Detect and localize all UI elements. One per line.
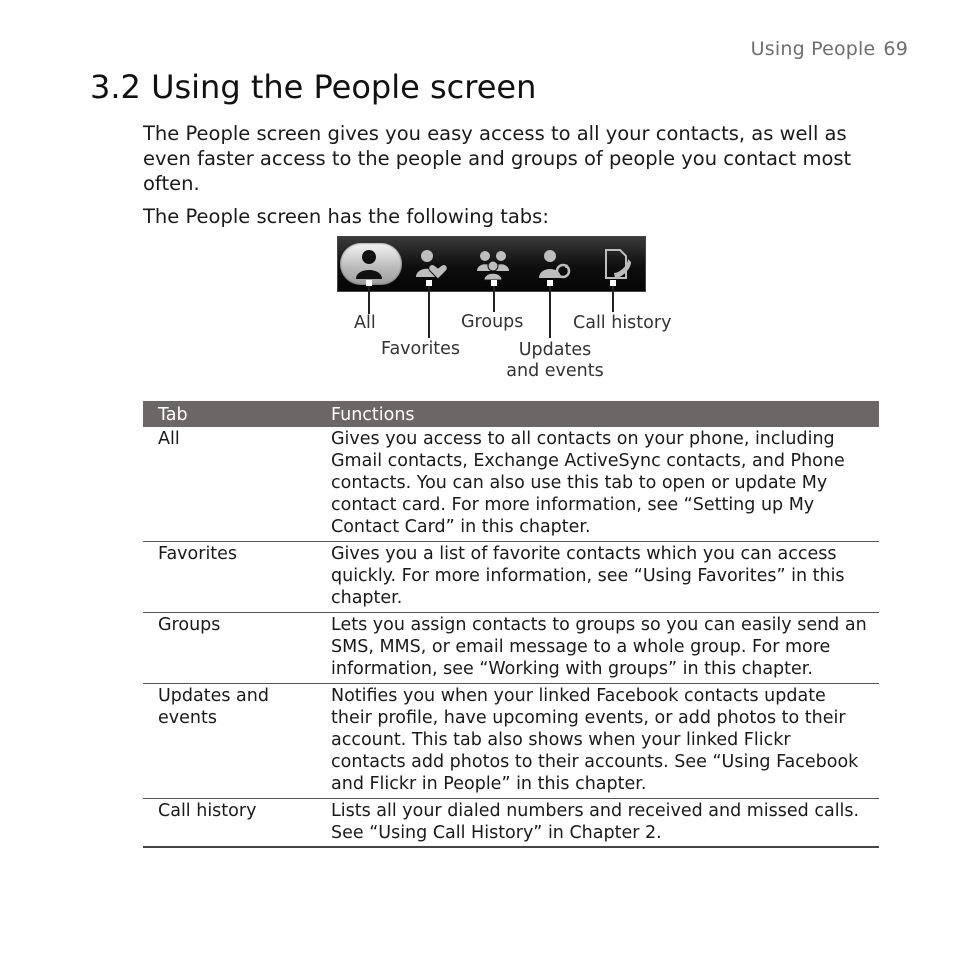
callout-call-history: Call history (573, 313, 672, 333)
pointer-tip-favorites (426, 280, 432, 286)
running-head-section: Using People (750, 38, 876, 60)
pointer-tip-updates (547, 280, 553, 286)
tabs-table (143, 401, 879, 848)
table-cell-tab: All (143, 427, 331, 542)
tabs-intro-paragraph: The People screen has the following tabs: (143, 205, 549, 228)
table-row (143, 684, 879, 799)
person-icon (354, 247, 384, 281)
heart-person-icon (414, 247, 448, 281)
pointer-tip-all (366, 280, 372, 286)
table-header-functions: Functions (331, 401, 879, 427)
group-icon (476, 247, 510, 281)
pointer-tip-groups (491, 280, 497, 286)
table-cell-function: Gives you access to all contacts on your phone, including Gmail contacts, Exchange ActiveSync contacts, and Phone contacts. You can also use this tab to open or update My contact card. For more information, see “Setting up My Contact Card” in this chapter. (331, 427, 879, 542)
table-cell-function: Lets you assign contacts to groups so you can easily send an SMS, MMS, or email message to a whole group. For more information, see “Working with groups” in this chapter. (331, 613, 879, 684)
callout-updates-line2: and events (506, 361, 604, 381)
table-row (143, 427, 879, 542)
person-update-icon (538, 247, 572, 281)
tab-call-history[interactable] (586, 237, 648, 291)
callout-updates-line1: Updates (518, 340, 592, 360)
phone-call-icon (600, 247, 634, 281)
table-header-row (143, 401, 879, 427)
table-cell-function: Gives you a list of favorite contacts which you can access quickly. For more information, see “Using Favorites” in this chapter. (331, 542, 879, 613)
table-row (143, 542, 879, 613)
pointer-tip-call-history (610, 280, 616, 286)
section-title: 3.2 Using the People screen (90, 68, 537, 106)
table-cell-function: Notifies you when your linked Facebook contacts update their profile, have upcoming events, or add photos to their account. This tab also shows when your linked Flickr contacts add photos to their accounts. See “Using Facebook and Flickr in People” in this chapter. (331, 684, 879, 799)
pointer-favorites (428, 282, 430, 338)
callout-all: All (354, 313, 376, 333)
page-number: 69 (883, 38, 908, 60)
table-row (143, 799, 879, 848)
intro-paragraph: The People screen gives you easy access to all your contacts, as well as even faster access to the people and groups of people you contact most often. (143, 122, 852, 195)
table-cell-tab: Favorites (143, 542, 331, 613)
table-cell-tab: Groups (143, 613, 331, 684)
callout-updates-and-events (505, 340, 605, 382)
table-cell-tab: Updates and events (143, 684, 331, 799)
table-header-tab: Tab (143, 401, 331, 427)
table-cell-tab: Call history (143, 799, 331, 848)
pointer-updates (549, 282, 551, 338)
callout-groups: Groups (461, 312, 524, 332)
pointer-all (368, 282, 370, 314)
tab-updates-and-events[interactable] (524, 237, 586, 291)
pointer-call-history (612, 282, 614, 312)
pointer-groups (493, 282, 495, 312)
table-row (143, 613, 879, 684)
table-cell-function: Lists all your dialed numbers and received and missed calls. See “Using Call History” in Chapter 2. (331, 799, 879, 848)
running-head (751, 38, 908, 60)
callout-favorites: Favorites (381, 339, 461, 359)
